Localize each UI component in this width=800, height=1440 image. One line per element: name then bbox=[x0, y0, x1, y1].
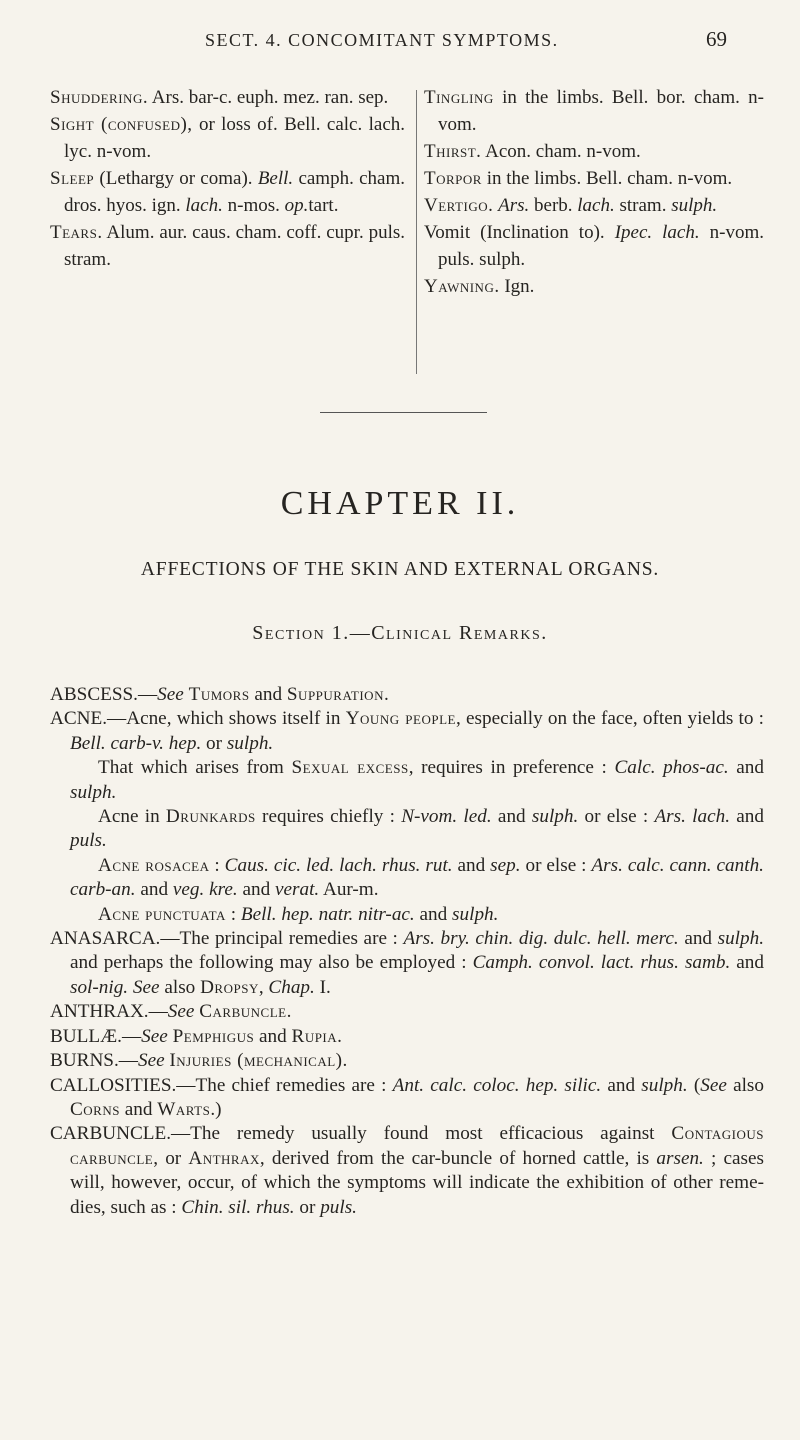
page-number: 69 bbox=[706, 27, 727, 51]
entry-tingling: Tingling in the limbs. Bell. bor. cham. n-vom. bbox=[424, 87, 764, 135]
entry-anthrax: ANTHRAX.—See Carbuncle. bbox=[50, 1001, 292, 1023]
entry-vertigo: Vertigo. Ars. berb. lach. stram. sulph. bbox=[424, 195, 718, 216]
acne-drunkards: Acne in Drunkards requires chiefly : N-vom. led. and sulph. or else : Ars. lach. and puls. bbox=[70, 806, 764, 852]
chapter-subtitle: AFFECTIONS OF THE SKIN AND EXTERNAL ORGANS. bbox=[140, 559, 660, 580]
chapter-title: CHAPTER II. bbox=[280, 485, 520, 522]
entry-shuddering: Shuddering. Ars. bar-c. euph. mez. ran. sep. bbox=[50, 87, 389, 108]
entry-abscess: ABSCESS.—See Tumors and Suppuration. bbox=[50, 684, 389, 705]
column-divider bbox=[416, 90, 417, 374]
right-column bbox=[424, 84, 764, 300]
entry-yawning: Yawning. Ign. bbox=[424, 276, 535, 297]
entry-tears: Tears. Alum. aur. caus. cham. coff. cupr. puls. stram. bbox=[50, 222, 405, 270]
entry-carbuncle: CARBUNCLE.—The remedy usually found most efficacious against Contagious carbuncle, or Anthrax, derived from the car-buncle of horned cattle, is arsen. ; cases will, however, occur, of which the symptoms will indicate the exhibition of other reme-dies, such as : Chin. sil. rhus. or puls. bbox=[50, 1123, 765, 1218]
running-title: SECT. 4. CONCOMITANT SYMPTOMS. bbox=[205, 30, 559, 50]
left-column bbox=[50, 84, 405, 273]
acne-sexual-excess: That which arises from Sexual excess, requires in preference : Calc. phos-ac. and sulph. bbox=[70, 757, 764, 803]
entry-sleep: Sleep (Lethargy or coma). Bell. camph. cham. dros. hyos. ign. lach. n-mos. op.tart. bbox=[50, 168, 405, 216]
entry-bullae: BULLÆ.—See Pemphigus and Rupia. bbox=[50, 1025, 342, 1047]
entry-callosities: CALLOSITIES.—The chief remedies are : Ant. calc. coloc. hep. silic. and sulph. (See also Corns and Warts.) bbox=[50, 1074, 764, 1120]
symptom-columns bbox=[50, 84, 765, 384]
entry-acne: ACNE.—Acne, which shows itself in Young people, especially on the face, often yields to : Bell. carb-v. hep. or sulph. bbox=[50, 708, 765, 754]
section-rule bbox=[320, 412, 487, 413]
entry-thirst: Thirst. Acon. cham. n-vom. bbox=[424, 141, 641, 162]
entry-torpor: Torpor in the limbs. Bell. cham. n-vom. bbox=[424, 168, 733, 189]
entry-sight: Sight (confused), or loss of. Bell. calc. lach. lyc. n-vom. bbox=[50, 114, 405, 162]
entry-burns: BURNS.—See Injuries (mechanical). bbox=[50, 1050, 348, 1072]
section-heading: Section 1.—Clinical Remarks. bbox=[252, 622, 548, 644]
acne-punctuata: Acne punctuata : Bell. hep. natr. nitr-ac. and sulph. bbox=[98, 903, 499, 925]
entry-anasarca: ANASARCA.—The principal remedies are : Ars. bry. chin. dig. dulc. hell. merc. and sulph. and perhaps the following may also be employed : Camph. convol. lact. rhus. samb. and sol-nig. See also Dropsy, Chap. I. bbox=[50, 928, 764, 998]
body-text bbox=[50, 683, 764, 1220]
entry-vomit: Vomit (Inclination to). Ipec. lach. n-vom. puls. sulph. bbox=[424, 222, 765, 270]
acne-rosacea: Acne rosacea : Caus. cic. led. lach. rhus. rut. and sep. or else : Ars. calc. cann. canth. carb-an. and veg. kre. and verat. Aur-m. bbox=[70, 854, 764, 901]
